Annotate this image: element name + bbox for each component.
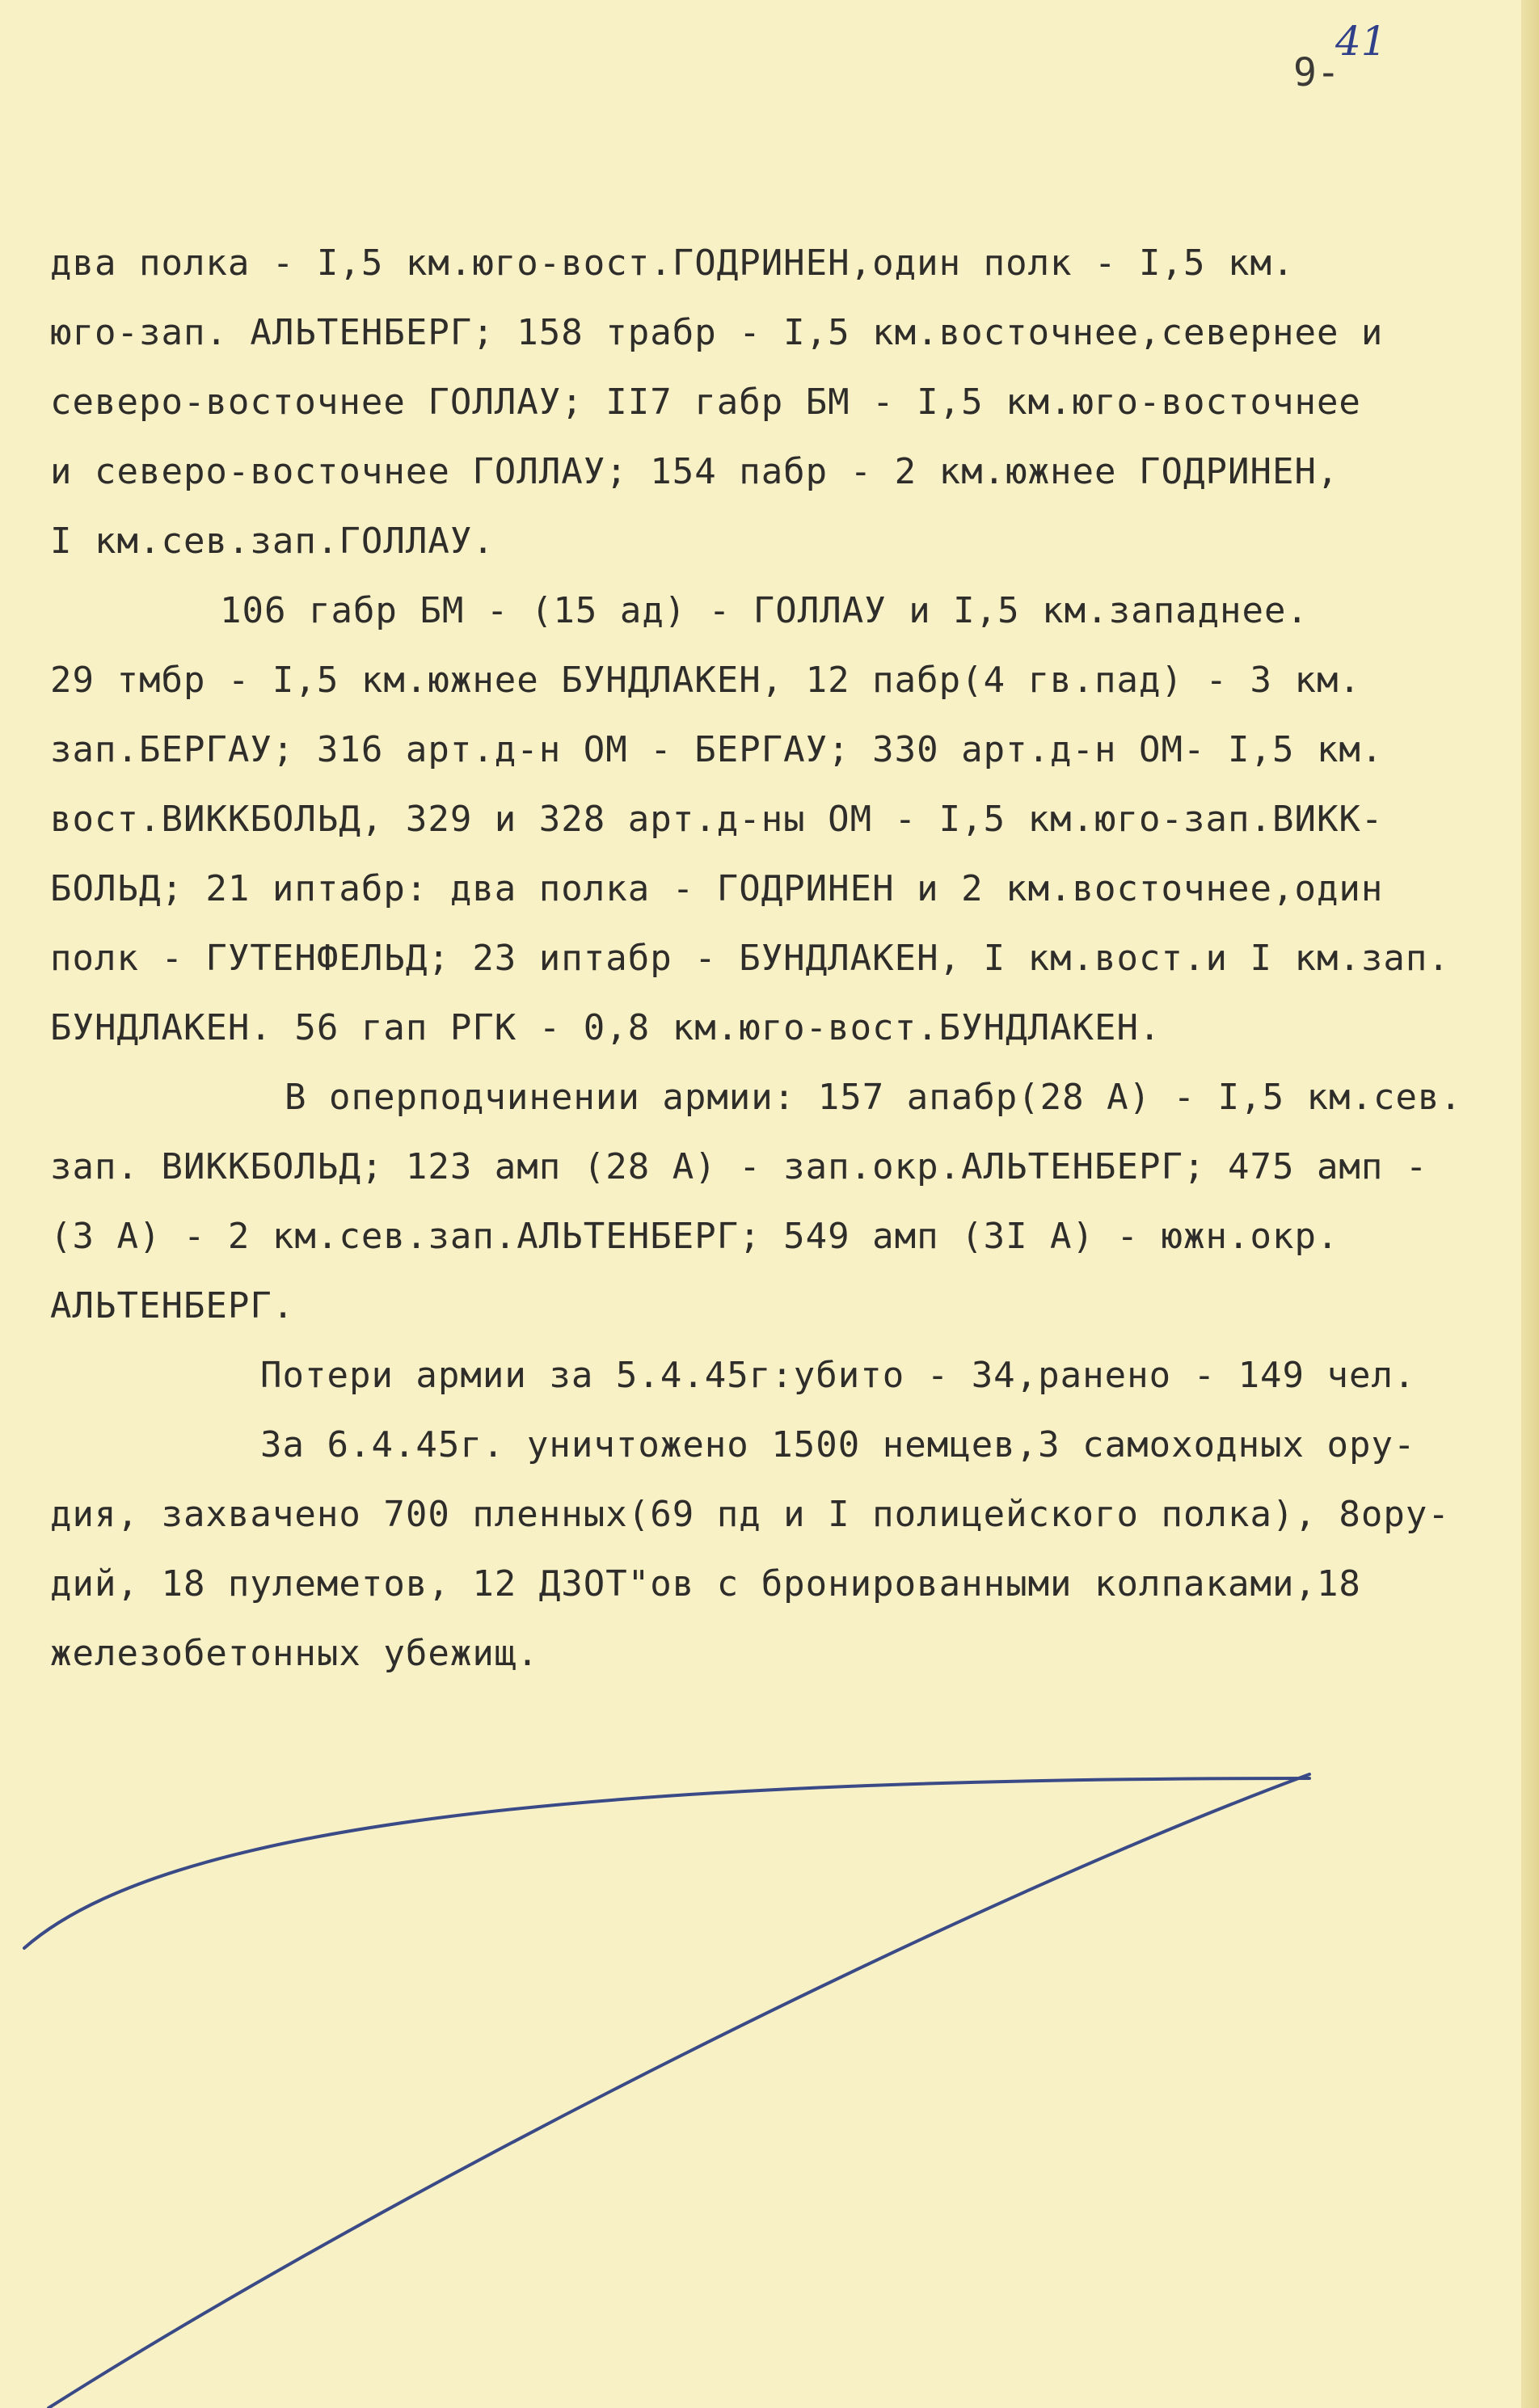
text-line: железобетонных убежищ. [50,1633,539,1674]
text-line: дий, 18 пулеметов, 12 ДЗОТ"ов с бронированными колпаками,18 [50,1563,1361,1605]
handwritten-page-number: 41 [1335,18,1387,65]
curved-pen-stroke [24,1778,1309,1948]
text-line: и северо-восточнее ГОЛЛАУ; 154 пабр - 2 км.южнее ГОДРИНЕН, [50,451,1339,492]
text-line: юго-зап. АЛЬТЕНБЕРГ; 158 трабр - I,5 км.восточнее,севернее и [50,312,1384,353]
text-line: АЛЬТЕНБЕРГ. [50,1285,295,1326]
text-line: северо-восточнее ГОЛЛАУ; II7 габр БМ - I,5 км.юго-восточнее [50,382,1361,423]
text-line: 106 габр БМ - (15 ад) - ГОЛЛАУ и I,5 км.западнее. [220,590,1309,631]
text-line: (3 А) - 2 км.сев.зап.АЛЬТЕНБЕРГ; 549 амп (3I А) - южн.окр. [50,1216,1339,1257]
text-line: полк - ГУТЕНФЕЛЬД; 23 иптабр - БУНДЛАКЕН, I км.вост.и I км.зап. [50,938,1450,979]
text-line: дия, захвачено 700 пленных(69 пд и I полицейского полка), 8ору- [50,1494,1450,1535]
text-line: 29 тмбр - I,5 км.южнее БУНДЛАКЕН, 12 пабр(4 гв.пад) - 3 км. [50,660,1361,701]
text-line: два полка - I,5 км.юго-вост.ГОДРИНЕН,один полк - I,5 км. [50,242,1295,284]
text-line: БУНДЛАКЕН. 56 гап РГК - 0,8 км.юго-вост.БУНДЛАКЕН. [50,1007,1162,1048]
diagonal-pen-stroke [48,1774,1309,2408]
text-line: I км.сев.зап.ГОЛЛАУ. [50,521,495,562]
text-line: БОЛЬД; 21 иптабр: два полка - ГОДРИНЕН и 2 км.восточнее,один [50,868,1384,909]
text-line: В оперподчинении армии: 157 апабр(28 А) - I,5 км.сев. [285,1077,1462,1118]
text-line: Потери армии за 5.4.45г:убито - 34,ранено - 149 чел. [260,1355,1416,1396]
typed-page-number: 9- [1293,50,1340,95]
text-line: вост.ВИККБОЛЬД, 329 и 328 арт.д-ны ОМ - I,5 км.юго-зап.ВИКК- [50,799,1384,840]
text-line: За 6.4.45г. уничтожено 1500 немцев,3 самоходных ору- [260,1424,1416,1465]
text-line: зап. ВИККБОЛЬД; 123 амп (28 А) - зап.окр.АЛЬТЕНБЕРГ; 475 амп - [50,1146,1428,1187]
text-line: зап.БЕРГАУ; 316 арт.д-н ОМ - БЕРГАУ; 330 арт.д-н ОМ- I,5 км. [50,729,1384,770]
